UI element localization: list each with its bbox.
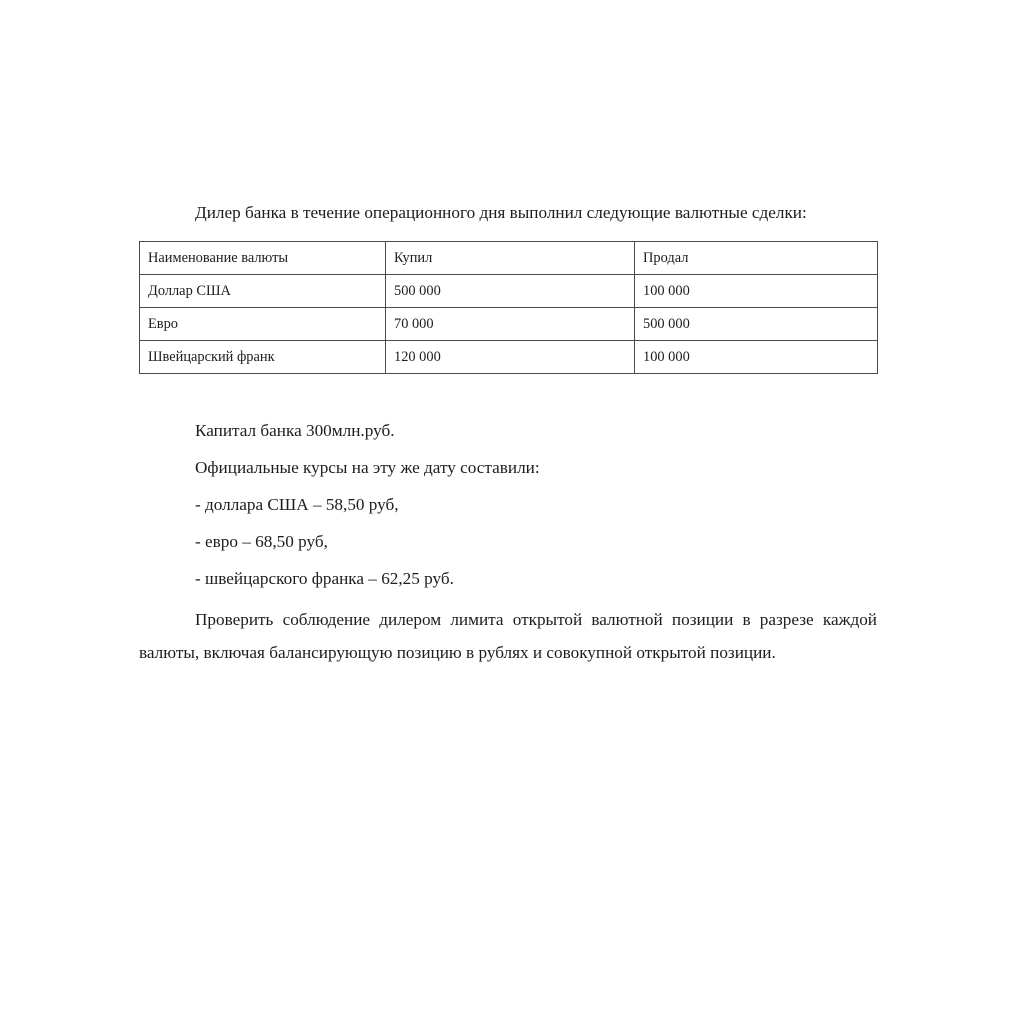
table-row xyxy=(140,275,878,308)
cell-sold: 100 000 xyxy=(635,275,878,308)
cell-bought: 500 000 xyxy=(386,275,635,308)
currency-deals-table xyxy=(139,241,878,374)
header-cell-currency-name: Наименование валюты xyxy=(140,242,386,275)
cell-currency-name: Доллар США xyxy=(140,275,386,308)
table-top-spacer xyxy=(139,229,877,241)
table-row xyxy=(140,341,878,374)
cell-sold: 500 000 xyxy=(635,308,878,341)
capital-line: Капитал банка 300млн.руб. xyxy=(195,421,395,440)
rates-block xyxy=(139,412,877,597)
intro-paragraph: Дилер банка в течение операционного дня выполнил следующие валютные сделки: xyxy=(195,203,807,222)
cell-bought: 70 000 xyxy=(386,308,635,341)
task-paragraph: Проверить соблюдение дилером лимита открытой валютной позиции в разрезе каждой валюты, включая балансирующую позицию в рублях и совокупной открытой позиции. xyxy=(139,610,877,662)
table-row xyxy=(140,308,878,341)
rates-intro-line: Официальные курсы на эту же дату составили: xyxy=(195,458,540,477)
cell-sold: 100 000 xyxy=(635,341,878,374)
header-cell-bought: Купил xyxy=(386,242,635,275)
document-body xyxy=(139,196,877,669)
rate-line-chf: - швейцарского франка – 62,25 руб. xyxy=(195,569,454,588)
table-bottom-spacer xyxy=(139,374,877,412)
rate-line-eur: - евро – 68,50 руб, xyxy=(195,532,328,551)
table-header-row xyxy=(140,242,878,275)
rate-line-usd: - доллара США – 58,50 руб, xyxy=(195,495,399,514)
cell-currency-name: Швейцарский франк xyxy=(140,341,386,374)
header-cell-sold: Продал xyxy=(635,242,878,275)
cell-bought: 120 000 xyxy=(386,341,635,374)
cell-currency-name: Евро xyxy=(140,308,386,341)
